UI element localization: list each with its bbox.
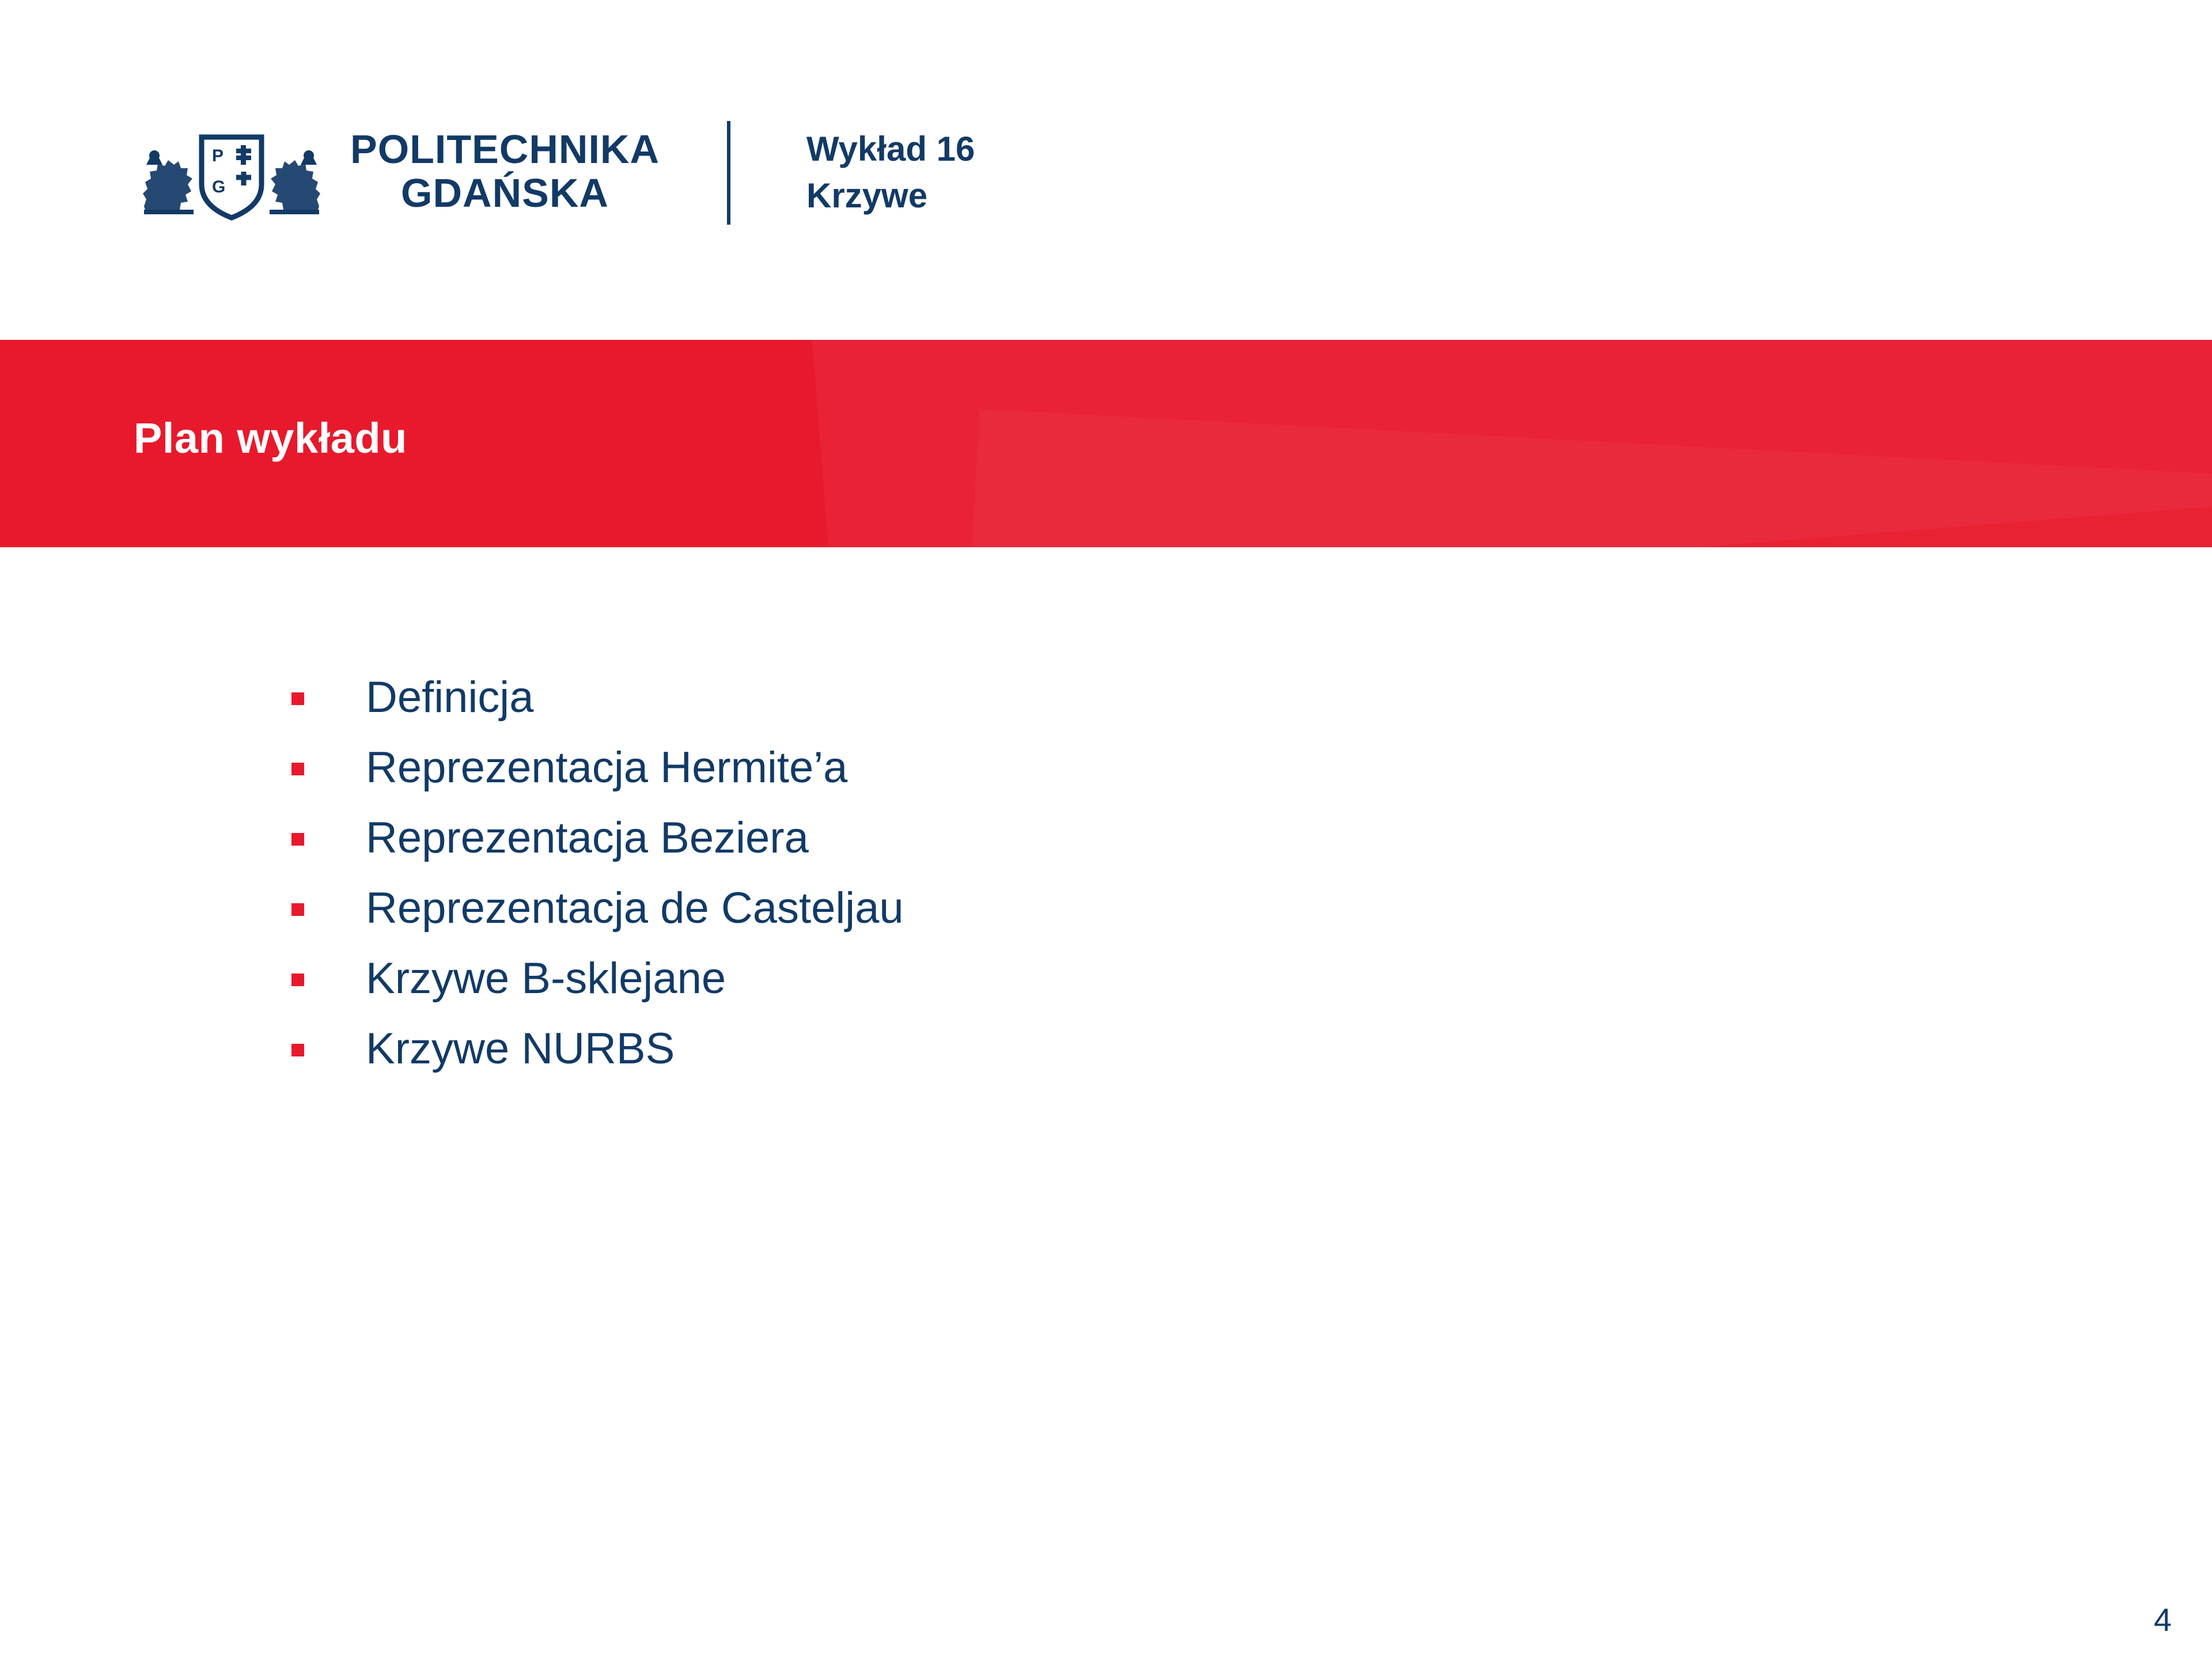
bullet-square-icon — [291, 833, 304, 846]
slide-content — [0, 662, 2212, 1084]
list-item — [282, 1014, 2212, 1084]
university-name — [350, 128, 660, 215]
list-item-label: Definicja — [366, 673, 534, 722]
header-divider — [727, 121, 730, 225]
list-item — [282, 944, 2212, 1014]
university-name-line2: GDAŃSKA — [401, 171, 609, 215]
pg-crest-icon — [134, 120, 329, 224]
list-item — [282, 873, 2212, 944]
list-item — [282, 733, 2212, 803]
bullet-square-icon — [291, 974, 304, 986]
list-item — [282, 803, 2212, 873]
university-name-line1: POLITECHNIKA — [350, 127, 660, 172]
slide-title: Plan wykładu — [134, 414, 407, 462]
lecture-title-line2: Krzywe — [806, 176, 928, 215]
university-logo — [134, 120, 660, 224]
svg-text:P: P — [212, 146, 224, 165]
bullet-list — [0, 662, 2212, 1084]
bullet-square-icon — [291, 903, 304, 916]
list-item — [282, 662, 2212, 733]
lecture-title — [806, 126, 975, 219]
list-item-label: Reprezentacja Hermite’a — [366, 743, 848, 792]
list-item-label: Krzywe B-sklejane — [366, 954, 726, 1003]
bullet-square-icon — [291, 763, 304, 775]
svg-text:G: G — [212, 177, 226, 196]
list-item-label: Reprezentacja Beziera — [366, 813, 809, 862]
page-number: 4 — [2153, 1601, 2172, 1638]
slide-header — [0, 0, 2212, 340]
bullet-square-icon — [291, 692, 304, 705]
bullet-square-icon — [291, 1044, 304, 1056]
lecture-title-line1: Wykład 16 — [806, 130, 975, 168]
list-item-label: Reprezentacja de Casteljau — [366, 884, 904, 933]
list-item-label: Krzywe NURBS — [366, 1024, 675, 1073]
